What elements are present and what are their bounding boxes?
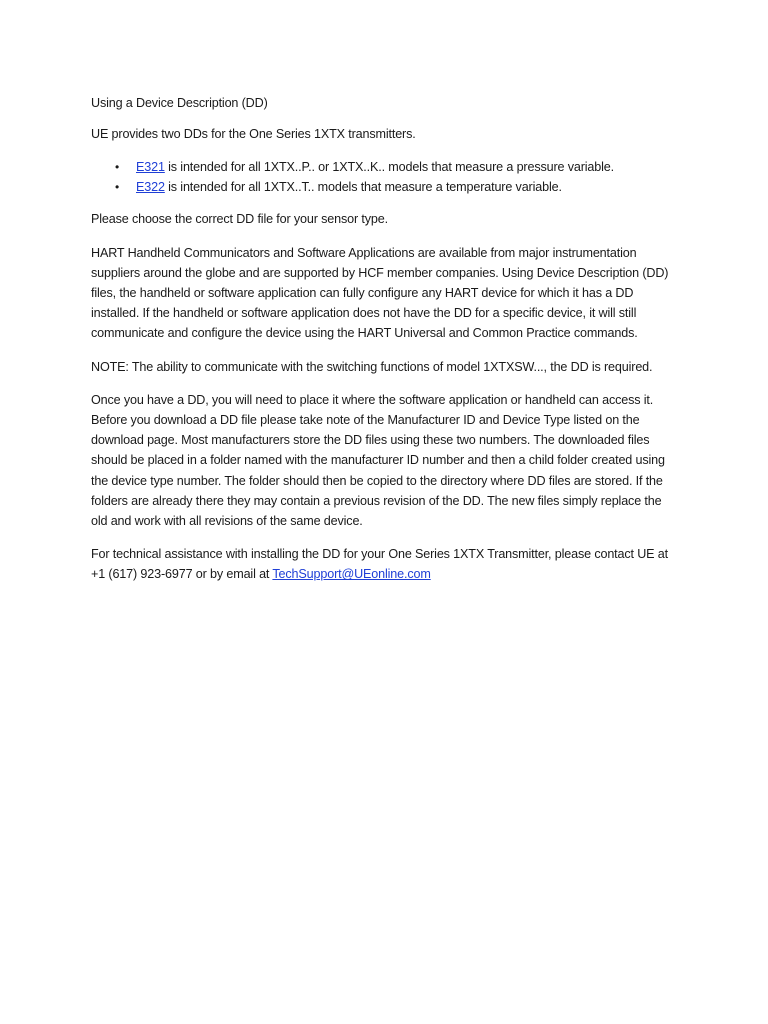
contact-text: For technical assistance with installing the DD for your One Series 1XTX Transmitter, please contact UE at +1 (617) 923-6977 or by email at xyxy=(91,547,668,582)
e322-link[interactable]: E322 xyxy=(136,180,165,195)
support-email-link[interactable]: TechSupport@UEonline.com xyxy=(272,567,431,582)
intro-paragraph: UE provides two DDs for the One Series 1XTX transmitters. xyxy=(91,127,416,142)
list-item xyxy=(91,157,681,177)
e321-link[interactable]: E321 xyxy=(136,160,165,175)
bullet-text: is intended for all 1XTX..P.. or 1XTX..K.. models that measure a pressure variable. xyxy=(164,160,614,175)
choose-paragraph: Please choose the correct DD file for your sensor type. xyxy=(91,212,388,227)
list-item xyxy=(91,177,681,197)
bullet-icon: • xyxy=(115,160,120,175)
note-paragraph: NOTE: The ability to communicate with the switching functions of model 1XTXSW..., the DD is required. xyxy=(91,359,653,374)
document-heading: Using a Device Description (DD) xyxy=(91,96,268,110)
document-body xyxy=(91,93,681,598)
bullet-icon: • xyxy=(115,180,120,195)
dd-bullet-list xyxy=(91,157,681,197)
bullet-text: is intended for all 1XTX..T.. models that measure a temperature variable. xyxy=(164,180,562,195)
install-paragraph: Once you have a DD, you will need to place it where the software application or handheld can access it. Before you download a DD file please take note of the Manufacturer ID and Device Type listed on the download page. Most manufacturers store the DD files using these two numbers. The downloaded files should be placed in a folder named with the manufacturer ID number and then a child folder created using the device type number. The folder should then be copied to the directory where DD files are stored. If the folders are already there they may contain a previous revision of the DD. The new files simply replace the old and work with all revisions of the same device. xyxy=(91,392,665,529)
contact-paragraph xyxy=(91,544,681,584)
hart-paragraph: HART Handheld Communicators and Software Applications are available from major instrumentation suppliers around the globe and are supported by HCF member companies. Using Device Description (DD) files, the handheld or software application can fully configure any HART device for which it has a DD installed. If the handheld or software application does not have the DD for a specific device, it will still communicate and configure the device using the HART Universal and Common Practice commands. xyxy=(91,245,669,341)
